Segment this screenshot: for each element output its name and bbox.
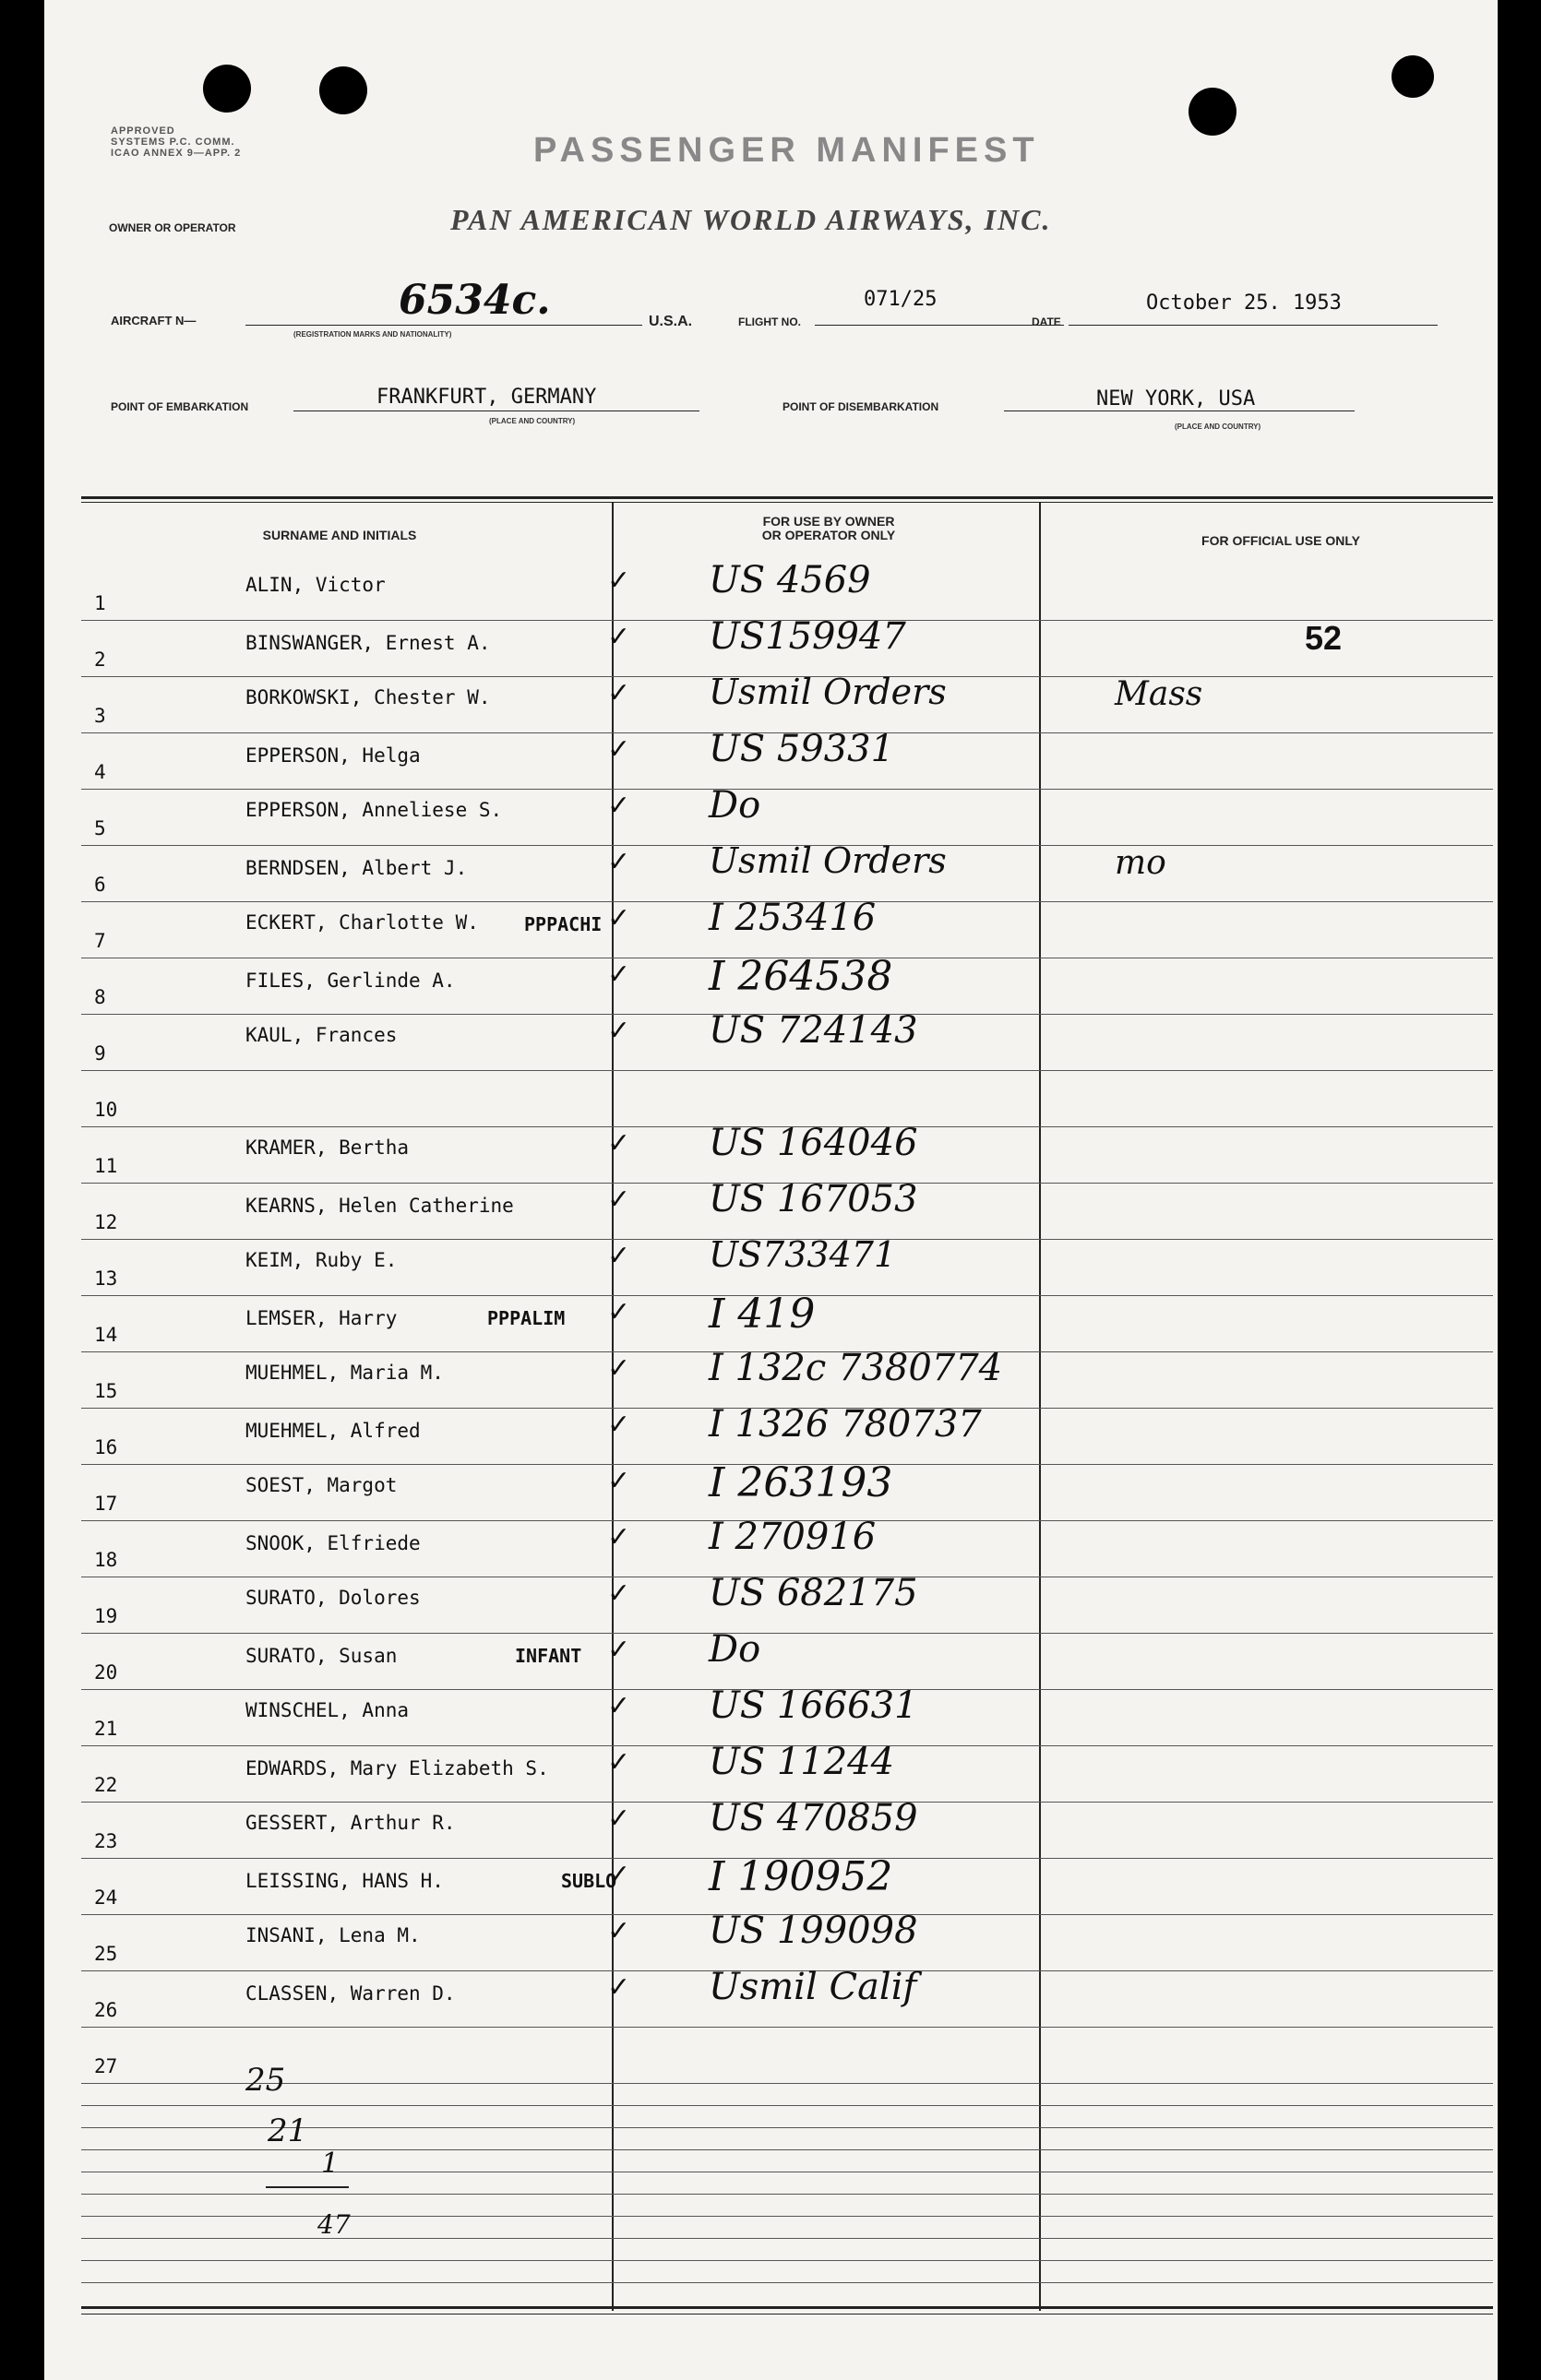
passenger-name: EDWARDS, Mary Elizabeth S. (245, 1757, 549, 1779)
passenger-name: KAUL, Frances (245, 1024, 398, 1046)
column-divider (1039, 503, 1041, 2311)
operator-name: PAN AMERICAN WORLD AIRWAYS, INC. (450, 203, 1052, 236)
check-mark-icon: ✓ (607, 1184, 631, 1216)
row-rule (81, 1633, 1493, 1634)
row-number: 9 (94, 1042, 106, 1065)
passenger-name: GESSERT, Arthur R. (245, 1812, 456, 1834)
punch-hole (203, 65, 251, 113)
row-number: 16 (94, 1436, 118, 1458)
row-number: 10 (94, 1099, 118, 1121)
tally-mark: 1 (321, 2148, 340, 2180)
passenger-note: PPPALIM (487, 1307, 566, 1329)
aircraft-sublabel: (REGISTRATION MARKS AND NATIONALITY) (293, 330, 452, 339)
tally-mark: 25 (245, 2062, 286, 2099)
check-mark-icon: ✓ (607, 1296, 631, 1328)
passenger-name: EPPERSON, Helga (245, 744, 421, 767)
row-number: 22 (94, 1774, 118, 1796)
passenger-name: LEMSER, Harry (245, 1307, 398, 1329)
row-number: 14 (94, 1324, 118, 1346)
row-number: 12 (94, 1211, 118, 1233)
passenger-note: SUBLO (561, 1870, 617, 1892)
official-use-note: Mass (1115, 675, 1203, 713)
check-mark-icon: ✓ (607, 902, 631, 934)
row-rule (81, 2105, 1493, 2106)
owner-label: OWNER OR OPERATOR (109, 221, 236, 234)
row-number: 1 (94, 592, 106, 614)
row-number: 7 (94, 930, 106, 952)
check-mark-icon: ✓ (607, 1803, 631, 1835)
row-number: 2 (94, 649, 106, 671)
row-rule (81, 2027, 1493, 2028)
passport-number: I 253416 (709, 897, 877, 939)
check-mark-icon: ✓ (607, 733, 631, 766)
punch-hole (1189, 88, 1236, 136)
passport-number: I 419 (709, 1291, 816, 1338)
passport-number: US733471 (709, 1234, 897, 1275)
embark-label: POINT OF EMBARKATION (111, 400, 249, 413)
passport-number: US 164046 (709, 1122, 918, 1164)
flight-label: FLIGHT NO. (738, 315, 801, 328)
passport-number: I 1326 780737 (709, 1403, 982, 1446)
passenger-name: KRAMER, Bertha (245, 1136, 410, 1159)
col-header-surname: SURNAME AND INITIALS (262, 528, 417, 542)
approval-stamp: APPROVED SYSTEMS P.C. COMM. ICAO ANNEX 9—APP. 2 (111, 125, 242, 159)
row-number: 3 (94, 705, 106, 727)
passenger-name: KEARNS, Helen Catherine (245, 1195, 514, 1217)
row-rule (81, 2083, 1493, 2084)
passport-number: US 166631 (709, 1684, 918, 1727)
row-number: 21 (94, 1718, 118, 1740)
passenger-name: ALIN, Victor (245, 574, 386, 596)
form-title: PASSENGER MANIFEST (533, 131, 1040, 170)
date-value: October 25. 1953 (1146, 292, 1342, 315)
passenger-name: ECKERT, Charlotte W. (245, 911, 479, 934)
passenger-name: WINSCHEL, Anna (245, 1699, 410, 1721)
row-number: 15 (94, 1380, 118, 1402)
check-mark-icon: ✓ (607, 1521, 631, 1553)
embark-value: FRANKFURT, GERMANY (376, 386, 597, 409)
row-number: 20 (94, 1661, 118, 1684)
passenger-note: INFANT (515, 1645, 582, 1667)
row-number: 24 (94, 1886, 118, 1909)
passport-number: I 270916 (709, 1516, 877, 1558)
disembark-value: NEW YORK, USA (1096, 387, 1256, 411)
passport-number: US 11244 (709, 1741, 895, 1783)
passport-number: US 59331 (709, 728, 895, 770)
passport-number: I 263193 (709, 1459, 893, 1506)
row-number: 6 (94, 874, 106, 896)
row-number: 26 (94, 1999, 118, 2021)
disembark-label: POINT OF DISEMBARKATION (782, 400, 939, 413)
passenger-name: SURATO, Susan (245, 1645, 398, 1667)
passport-number: US 4569 (709, 559, 871, 601)
row-number: 23 (94, 1830, 118, 1852)
passenger-name: SOEST, Margot (245, 1474, 398, 1496)
passport-number: Usmil Orders (709, 672, 947, 712)
punch-hole (1392, 55, 1434, 98)
col-header-owner-use: FOR USE BY OWNER OR OPERATOR ONLY (761, 514, 896, 542)
check-mark-icon: ✓ (607, 1690, 631, 1722)
passport-number: US 682175 (709, 1572, 918, 1614)
passport-number: Usmil Orders (709, 840, 947, 881)
check-mark-icon: ✓ (607, 1015, 631, 1047)
row-number: 13 (94, 1267, 118, 1290)
passenger-name: BORKOWSKI, Chester W. (245, 686, 491, 708)
nationality: U.S.A. (649, 314, 693, 329)
check-mark-icon: ✓ (607, 1577, 631, 1610)
disembark-sublabel: (PLACE AND COUNTRY) (1175, 422, 1261, 431)
passenger-name: MUEHMEL, Maria M. (245, 1362, 444, 1384)
passenger-name: BERNDSEN, Albert J. (245, 857, 468, 879)
official-use-note: 52 (1305, 619, 1343, 657)
passport-number: Do (709, 784, 761, 827)
row-rule (81, 2238, 1493, 2239)
check-mark-icon: ✓ (607, 1746, 631, 1779)
row-number: 11 (94, 1155, 118, 1177)
row-rule (81, 1070, 1493, 1071)
passport-number: I 190952 (709, 1853, 893, 1900)
row-number: 17 (94, 1493, 118, 1515)
row-number: 27 (94, 2055, 118, 2077)
passport-number: US159947 (709, 615, 906, 658)
check-mark-icon: ✓ (607, 846, 631, 878)
aircraft-value: 6534c. (399, 277, 551, 324)
row-rule (81, 2194, 1493, 2195)
passenger-name: EPPERSON, Anneliese S. (245, 799, 503, 821)
passport-number: US 199098 (709, 1910, 918, 1952)
passenger-name: SURATO, Dolores (245, 1587, 421, 1609)
check-mark-icon: ✓ (607, 677, 631, 709)
check-mark-icon: ✓ (607, 565, 631, 597)
check-mark-icon: ✓ (607, 621, 631, 653)
check-mark-icon: ✓ (607, 1634, 631, 1666)
check-mark-icon: ✓ (607, 958, 631, 991)
check-mark-icon: ✓ (607, 1240, 631, 1272)
check-mark-icon: ✓ (607, 1409, 631, 1441)
passenger-name: SNOOK, Elfriede (245, 1532, 421, 1554)
row-rule (81, 2216, 1493, 2217)
row-rule (81, 2282, 1493, 2283)
check-mark-icon: ✓ (607, 790, 631, 822)
check-mark-icon: ✓ (607, 1859, 631, 1891)
check-mark-icon: ✓ (607, 1971, 631, 2004)
passenger-name: INSANI, Lena M. (245, 1924, 421, 1946)
tally-mark: 21 (268, 2112, 308, 2149)
embark-sublabel: (PLACE AND COUNTRY) (489, 417, 576, 425)
check-mark-icon: ✓ (607, 1352, 631, 1385)
passport-number: Do (709, 1628, 761, 1671)
manifest-sheet (44, 0, 1498, 2380)
passenger-name: MUEHMEL, Alfred (245, 1420, 421, 1442)
check-mark-icon: ✓ (607, 1465, 631, 1497)
row-number: 5 (94, 817, 106, 839)
passenger-name: BINSWANGER, Ernest A. (245, 632, 491, 654)
column-divider (612, 503, 614, 2311)
flight-value: 071/25 (864, 288, 938, 311)
passport-number: US 167053 (709, 1178, 918, 1220)
passport-number: I 264538 (709, 953, 893, 1000)
passport-number: US 470859 (709, 1797, 918, 1839)
official-use-note: mo (1115, 844, 1166, 882)
passenger-name: KEIM, Ruby E. (245, 1249, 398, 1271)
passport-number: US 724143 (709, 1009, 918, 1052)
col-header-official: FOR OFFICIAL USE ONLY (1201, 533, 1360, 548)
passenger-note: PPPACHI (524, 913, 603, 935)
passport-number: Usmil Calif (709, 1966, 917, 2008)
row-number: 18 (94, 1549, 118, 1571)
date-label: DATE (1032, 315, 1061, 328)
row-rule (81, 2149, 1493, 2150)
passenger-name: CLASSEN, Warren D. (245, 1982, 456, 2005)
row-number: 25 (94, 1943, 118, 1965)
punch-hole (319, 66, 367, 114)
row-number: 19 (94, 1605, 118, 1627)
row-rule (81, 789, 1493, 790)
row-number: 4 (94, 761, 106, 783)
check-mark-icon: ✓ (607, 1127, 631, 1160)
passport-number: I 132c 7380774 (709, 1347, 1003, 1389)
row-rule (81, 2260, 1493, 2261)
aircraft-label: AIRCRAFT N— (111, 314, 197, 327)
passenger-name: FILES, Gerlinde A. (245, 970, 456, 992)
check-mark-icon: ✓ (607, 1915, 631, 1947)
tally-mark: 47 (317, 2209, 351, 2240)
passenger-name: LEISSING, HANS H. (245, 1870, 444, 1892)
row-number: 8 (94, 986, 106, 1008)
